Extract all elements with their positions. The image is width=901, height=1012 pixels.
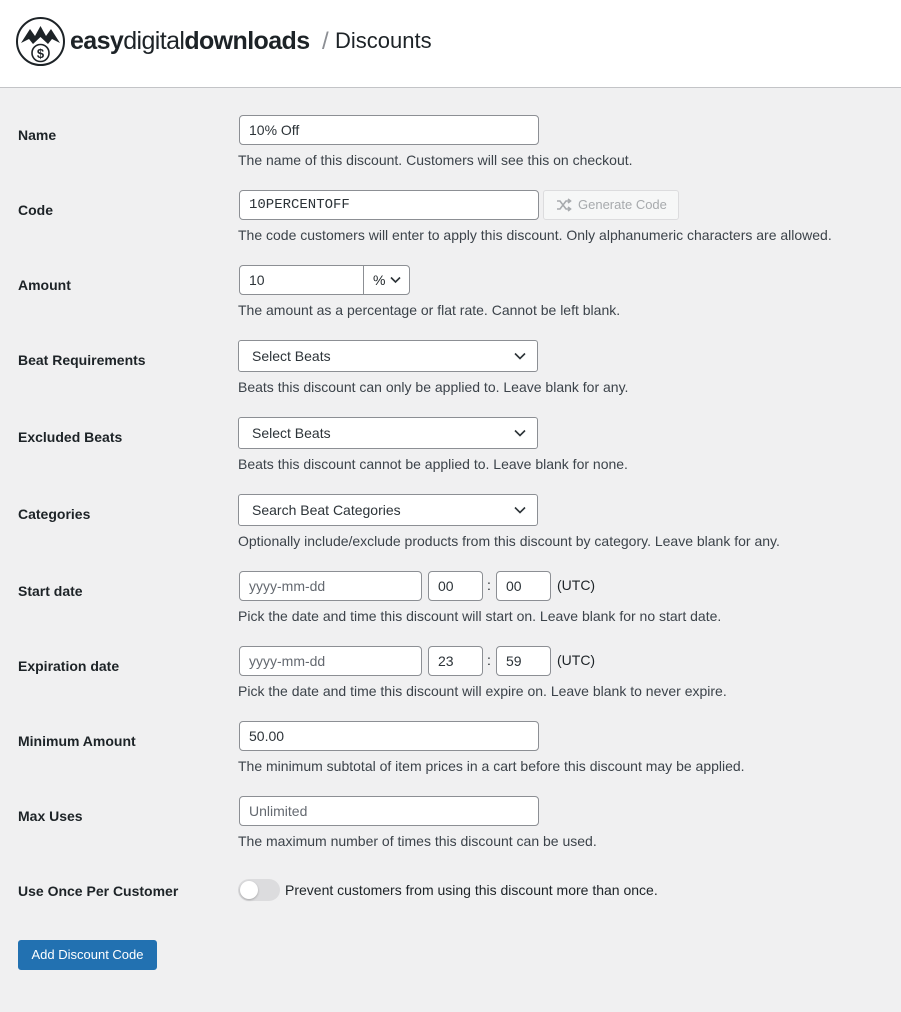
amount-input[interactable]: 10 <box>239 265 364 295</box>
amount-type-select[interactable] <box>363 265 410 295</box>
amount-description: The amount as a percentage or flat rate. Cannot be left blank. <box>238 302 621 318</box>
brand-part-digital: digital <box>123 27 185 55</box>
minimum-amount-input[interactable]: 50.00 <box>239 721 539 751</box>
expiration-date-label: Expiration date <box>18 658 120 674</box>
generate-code-button[interactable] <box>543 190 679 220</box>
minimum-amount-label: Minimum Amount <box>18 733 136 749</box>
expiration-date-input[interactable]: yyyy-mm-dd <box>239 646 422 676</box>
amount-type-value: % <box>373 272 386 288</box>
once-per-customer-toggle[interactable] <box>238 879 280 901</box>
start-hour-input[interactable]: 00 <box>428 571 483 601</box>
max-uses-description: The maximum number of times this discount can be used. <box>238 833 597 849</box>
categories-label: Categories <box>18 506 91 522</box>
expiration-time-separator: : <box>487 652 491 668</box>
start-timezone: (UTC) <box>557 577 596 593</box>
svg-text:$: $ <box>36 46 45 61</box>
categories-select[interactable] <box>238 494 538 526</box>
page-title: Discounts <box>335 28 432 53</box>
start-minute-input[interactable]: 00 <box>496 571 551 601</box>
minimum-amount-description: The minimum subtotal of item prices in a cart before this discount may be applied. <box>238 758 745 774</box>
code-input[interactable]: 10PERCENTOFF <box>239 190 539 220</box>
shuffle-icon <box>556 198 572 212</box>
expiration-hour-input[interactable]: 23 <box>428 646 483 676</box>
start-date-input[interactable]: yyyy-mm-dd <box>239 571 422 601</box>
beat-requirements-description: Beats this discount can only be applied to. Leave blank for any. <box>238 379 629 395</box>
excluded-beats-label: Excluded Beats <box>18 429 123 445</box>
beat-requirements-label: Beat Requirements <box>18 352 146 368</box>
generate-code-label: Generate Code <box>578 197 667 212</box>
chevron-down-icon <box>514 429 526 437</box>
start-date-label: Start date <box>18 583 83 599</box>
header <box>0 0 901 88</box>
chevron-down-icon <box>514 506 526 514</box>
max-uses-label: Max Uses <box>18 808 83 824</box>
expiration-timezone: (UTC) <box>557 652 596 668</box>
breadcrumb-separator: / <box>322 28 329 55</box>
excluded-beats-description: Beats this discount cannot be applied to. Leave blank for none. <box>238 456 628 472</box>
beat-requirements-placeholder: Select Beats <box>252 348 331 364</box>
edd-logo-icon <box>16 17 65 66</box>
name-input[interactable]: 10% Off <box>239 115 539 145</box>
once-per-customer-label: Use Once Per Customer <box>18 883 179 899</box>
code-description: The code customers will enter to apply this discount. Only alphanumeric characters are allowed. <box>238 227 832 243</box>
expiration-minute-input[interactable]: 59 <box>496 646 551 676</box>
chevron-down-icon <box>514 352 526 360</box>
brand-name <box>70 26 310 56</box>
start-time-separator: : <box>487 577 491 593</box>
brand-part-easy: easy <box>70 27 124 55</box>
start-date-description: Pick the date and time this discount will start on. Leave blank for no start date. <box>238 608 722 624</box>
max-uses-input[interactable]: Unlimited <box>239 796 539 826</box>
chevron-down-icon <box>390 276 401 284</box>
excluded-beats-placeholder: Select Beats <box>252 425 331 441</box>
once-per-customer-toggle-label: Prevent customers from using this discount more than once. <box>285 882 658 898</box>
name-description: The name of this discount. Customers will see this on checkout. <box>238 152 633 168</box>
beat-requirements-select[interactable] <box>238 340 538 372</box>
code-label: Code <box>18 202 53 218</box>
amount-label: Amount <box>18 277 71 293</box>
categories-description: Optionally include/exclude products from this discount by category. Leave blank for any. <box>238 533 780 549</box>
brand-part-downloads: downloads <box>184 27 310 55</box>
toggle-knob <box>240 881 258 899</box>
add-discount-code-button[interactable]: Add Discount Code <box>18 940 157 970</box>
name-label: Name <box>18 127 57 143</box>
categories-placeholder: Search Beat Categories <box>252 502 401 518</box>
excluded-beats-select[interactable] <box>238 417 538 449</box>
expiration-date-description: Pick the date and time this discount will expire on. Leave blank to never expire. <box>238 683 727 699</box>
